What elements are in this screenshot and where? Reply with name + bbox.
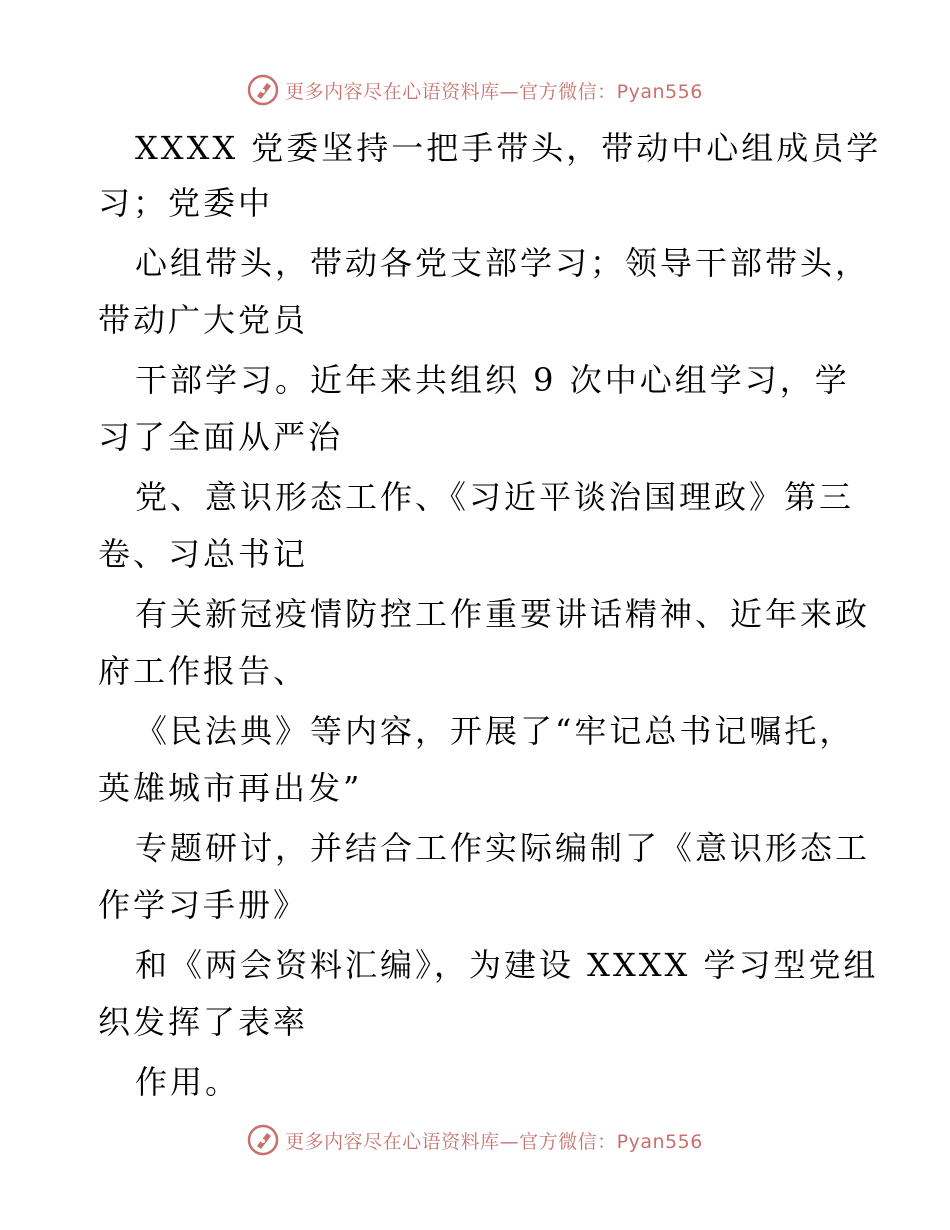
- pen-nib-circle-icon: [247, 1124, 279, 1156]
- body-line: 心组带头，带动各党支部学习；领导干部带头，: [135, 244, 871, 282]
- body-line: 府工作报告、: [98, 652, 309, 690]
- footer-banner: [0, 1120, 950, 1160]
- body-line: XXXX 党委坚持一把手带头，带动中心组成员学: [135, 129, 882, 167]
- body-line: 干部学习。近年来共组织 9 次中心组学习，学: [135, 361, 850, 399]
- header-banner: [0, 70, 950, 110]
- body-line: 《民法典》等内容，开展了“牢记总书记嘱托，: [135, 712, 855, 750]
- body-line: 和《两会资料汇编》，为建设 XXXX 学习型党组: [135, 946, 879, 984]
- body-line: 党、意识形态工作、《习近平谈治国理政》第三: [135, 478, 855, 516]
- body-line: 作用。: [135, 1063, 241, 1101]
- body-line: 习；党委中: [98, 184, 274, 222]
- body-line: 织发挥了表率: [98, 1003, 309, 1041]
- body-line: 带动广大党员: [98, 301, 309, 339]
- header-banner-text: 更多内容尽在心语资料库—官方微信：Pyan556: [285, 80, 703, 103]
- body-line: 习了全面从严治: [98, 418, 344, 456]
- footer-banner-text: 更多内容尽在心语资料库—官方微信：Pyan556: [285, 1130, 703, 1153]
- pen-nib-circle-icon: [247, 74, 279, 106]
- body-line: 专题研讨，并结合工作实际编制了《意识形态工: [135, 829, 871, 867]
- body-line: 卷、习总书记: [98, 535, 309, 573]
- body-line: 作学习手册》: [98, 886, 309, 924]
- body-line: 英雄城市再出发”: [98, 769, 363, 807]
- body-line: 有关新冠疫情防控工作重要讲话精神、近年来政: [135, 595, 871, 633]
